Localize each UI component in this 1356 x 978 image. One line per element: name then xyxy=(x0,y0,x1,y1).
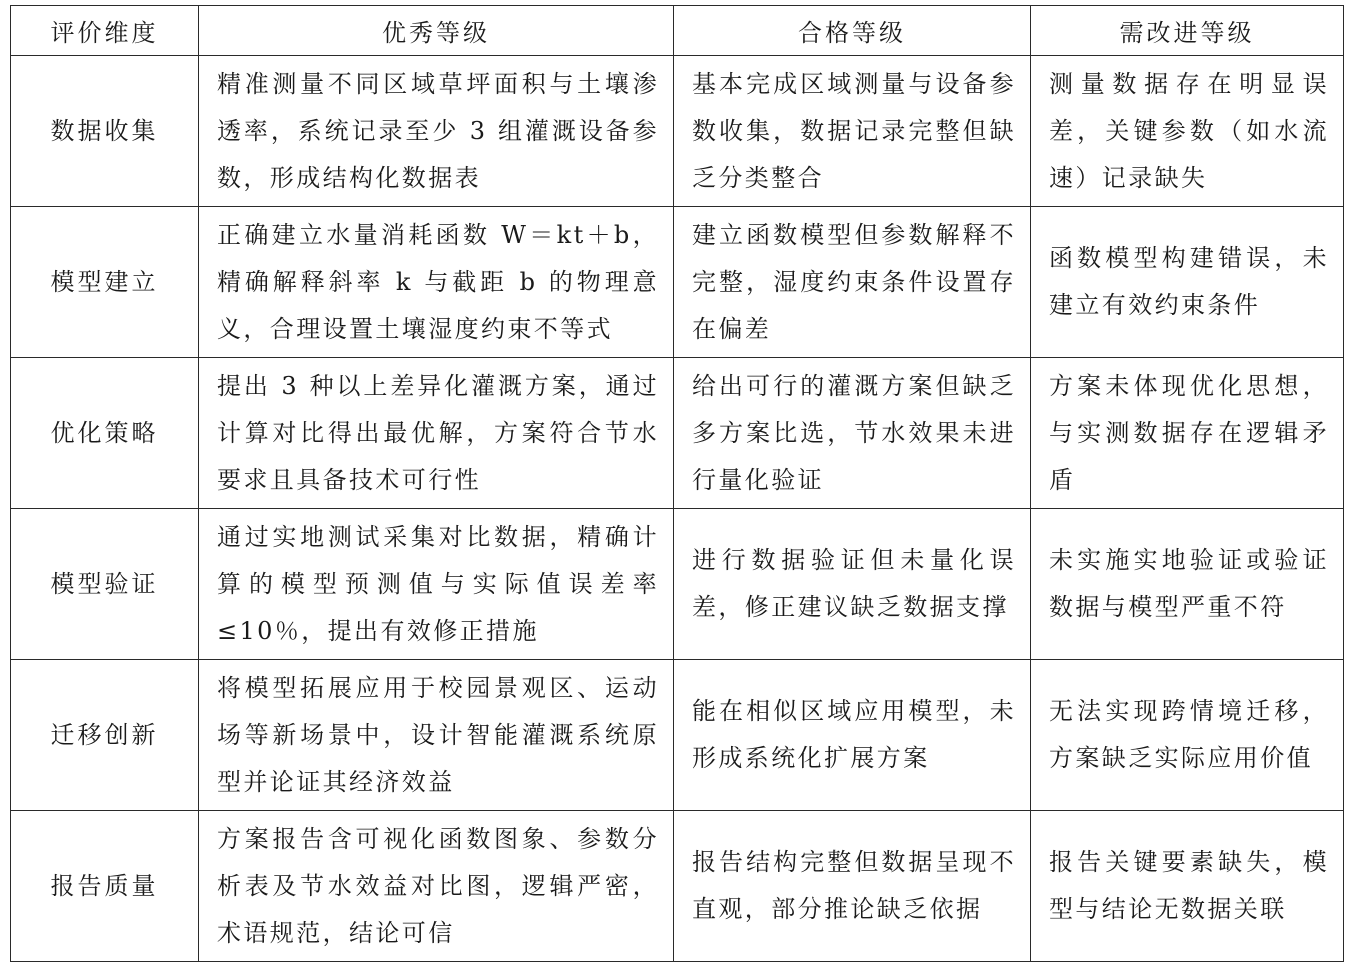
pass-cell: 能在相似区域应用模型，未形成系统化扩展方案 xyxy=(674,660,1031,811)
header-dimension: 评价维度 xyxy=(11,6,199,56)
header-pass: 合格等级 xyxy=(674,6,1031,56)
pass-cell: 基本完成区域测量与设备参数收集，数据记录完整但缺乏分类整合 xyxy=(674,56,1031,207)
improve-cell: 函数模型构建错误，未建立有效约束条件 xyxy=(1031,207,1344,358)
excellent-cell: 方案报告含可视化函数图象、参数分析表及节水效益对比图，逻辑严密，术语规范，结论可信 xyxy=(199,811,674,962)
improve-cell: 方案未体现优化思想，与实测数据存在逻辑矛盾 xyxy=(1031,358,1344,509)
table-row xyxy=(11,811,1344,962)
dimension-cell: 模型验证 xyxy=(11,509,199,660)
improve-cell: 无法实现跨情境迁移，方案缺乏实际应用价值 xyxy=(1031,660,1344,811)
improve-cell: 测量数据存在明显误差，关键参数（如水流速）记录缺失 xyxy=(1031,56,1344,207)
table-row xyxy=(11,207,1344,358)
evaluation-rubric-table xyxy=(10,5,1344,962)
pass-cell: 进行数据验证但未量化误差，修正建议缺乏数据支撑 xyxy=(674,509,1031,660)
excellent-cell: 精准测量不同区域草坪面积与土壤渗透率，系统记录至少 3 组灌溉设备参数，形成结构化数据表 xyxy=(199,56,674,207)
table-row xyxy=(11,56,1344,207)
excellent-cell: 正确建立水量消耗函数 W＝kt＋b，精确解释斜率 k 与截距 b 的物理意义，合理设置土壤湿度约束不等式 xyxy=(199,207,674,358)
dimension-cell: 数据收集 xyxy=(11,56,199,207)
excellent-cell: 通过实地测试采集对比数据，精确计算的模型预测值与实际值误差率≤10％，提出有效修正措施 xyxy=(199,509,674,660)
pass-cell: 建立函数模型但参数解释不完整，湿度约束条件设置存在偏差 xyxy=(674,207,1031,358)
excellent-cell: 提出 3 种以上差异化灌溉方案，通过计算对比得出最优解，方案符合节水要求且具备技术可行性 xyxy=(199,358,674,509)
table-row xyxy=(11,660,1344,811)
header-needs-improvement: 需改进等级 xyxy=(1031,6,1344,56)
dimension-cell: 报告质量 xyxy=(11,811,199,962)
excellent-cell: 将模型拓展应用于校园景观区、运动场等新场景中，设计智能灌溉系统原型并论证其经济效益 xyxy=(199,660,674,811)
dimension-cell: 迁移创新 xyxy=(11,660,199,811)
header-excellent: 优秀等级 xyxy=(199,6,674,56)
table-row xyxy=(11,509,1344,660)
dimension-cell: 优化策略 xyxy=(11,358,199,509)
pass-cell: 报告结构完整但数据呈现不直观，部分推论缺乏依据 xyxy=(674,811,1031,962)
improve-cell: 报告关键要素缺失，模型与结论无数据关联 xyxy=(1031,811,1344,962)
table-row xyxy=(11,358,1344,509)
improve-cell: 未实施实地验证或验证数据与模型严重不符 xyxy=(1031,509,1344,660)
pass-cell: 给出可行的灌溉方案但缺乏多方案比选，节水效果未进行量化验证 xyxy=(674,358,1031,509)
dimension-cell: 模型建立 xyxy=(11,207,199,358)
header-row xyxy=(11,6,1344,56)
